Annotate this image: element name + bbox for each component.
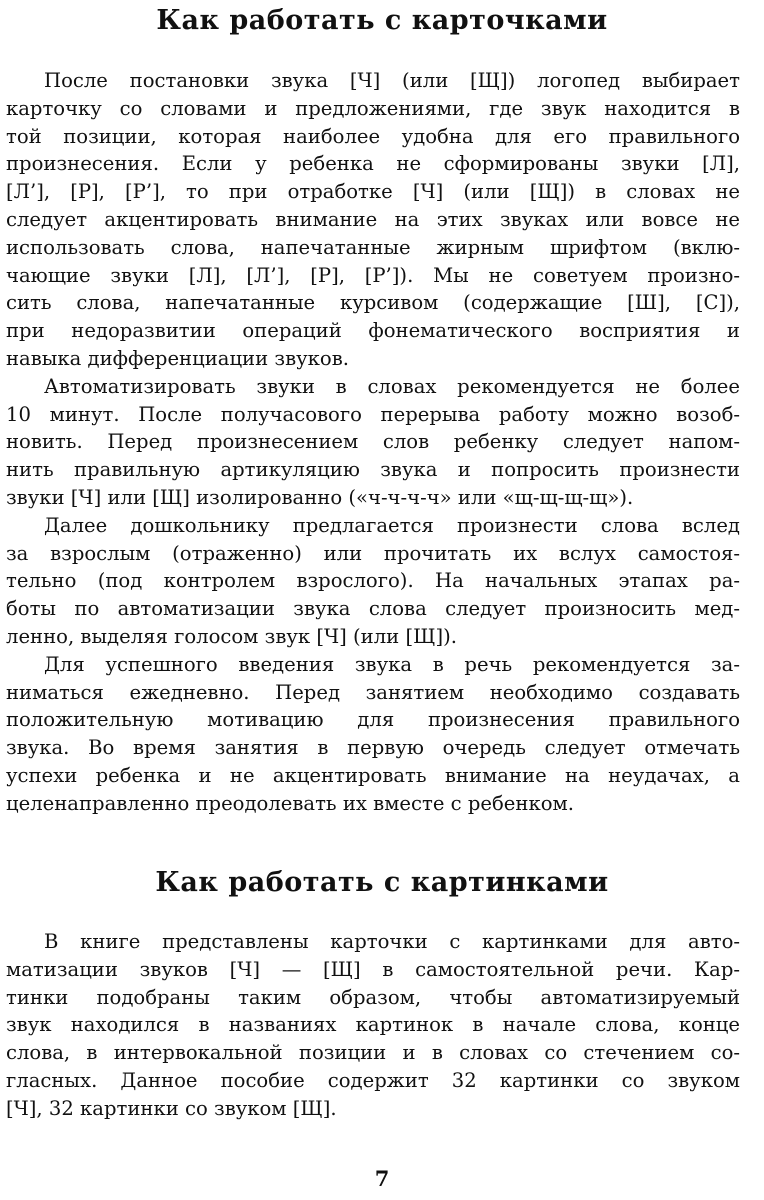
page-number: 7 [374,1166,390,1191]
text-line: В книге представлены карточки с картинками для авто- [44,930,740,953]
text-line: ленно, выделяя голосом звук [Ч] (или [Щ]). [6,624,457,648]
section-body-pictures [6,928,740,1123]
text-line: использовать слова, напечатанные жирным шрифтом (вклю- [6,235,740,259]
text-line: Для успешного введения звука в речь рекомендуется за- [44,652,740,676]
text-line: навыка дифференциации звуков. [6,346,349,370]
text-line: матизации звуков [Ч] — [Щ] в самостоятельной речи. Кар- [6,957,740,981]
text-line: ниматься ежедневно. Перед занятием необходимо создавать [6,680,740,704]
section-title-cards: Как работать с карточками [156,5,608,36]
text-line: нить правильную артикуляцию звука и попросить произнести [6,458,740,482]
text-line: новить. Перед произнесением слов ребенку следует напом- [6,430,740,454]
text-line: Автоматизировать звуки в словах рекомендуется не более [44,374,740,398]
text-line: сить слова, напечатанные курсивом (содержащие [Ш], [С]), [6,291,740,315]
text-line: тинки подобраны таким образом, чтобы автоматизируемый [6,985,740,1009]
text-line: чающие звуки [Л], [Л’], [Р], [Р’]). Мы не советуем произно- [6,263,740,287]
text-line: следует акцентировать внимание на этих звуках или вовсе не [6,207,740,231]
section-body-cards [6,67,740,818]
text-line: [Л’], [Р], [Р’], то при отработке [Ч] (или [Щ]) в словах не [6,180,740,204]
text-line: карточку со словами и предложениями, где звук находится в [6,96,740,120]
text-line: за взрослым (отраженно) или прочитать их вслух самостоя- [6,541,740,565]
text-line: положительную мотивацию для произнесения правильного [6,708,740,732]
text-line: тельно (под контролем взрослого). На начальных этапах ра- [6,569,740,593]
text-line: После постановки звука [Ч] (или [Щ]) логопед выбирает [44,69,740,92]
text-line: Далее дошкольнику предлагается произнести слова вслед [44,513,740,537]
text-line: [Ч], 32 картинки со звуком [Щ]. [6,1096,337,1120]
text-line: при недоразвитии операций фонематического восприятия и [6,319,740,343]
text-line: произнесения. Если у ребенка не сформированы звуки [Л], [6,152,740,176]
section-title-pictures: Как работать с картинками [155,867,609,898]
text-line: слова, в интервокальной позиции и в словах со стечением со- [6,1041,740,1065]
text-line: боты по автоматизации звука слова следует произносить мед- [6,597,740,621]
text-line: целенаправленно преодолевать их вместе с ребенком. [6,791,574,815]
text-line: звука. Во время занятия в первую очередь следует отмечать [6,736,740,760]
text-line: 10 минут. После получасового перерыва работу можно возоб- [6,402,740,426]
text-line: звук находился в названиях картинок в начале слова, конце [6,1013,740,1037]
text-line: той позиции, которая наиболее удобна для его правильного [6,124,740,148]
text-line: успехи ребенка и не акцентировать внимание на неудачах, а [6,763,740,787]
text-line: звуки [Ч] или [Щ] изолированно («ч-ч-ч-ч» или «щ-щ-щ-щ»). [6,485,634,509]
text-line: гласных. Данное пособие содержит 32 картинки со звуком [6,1068,740,1092]
